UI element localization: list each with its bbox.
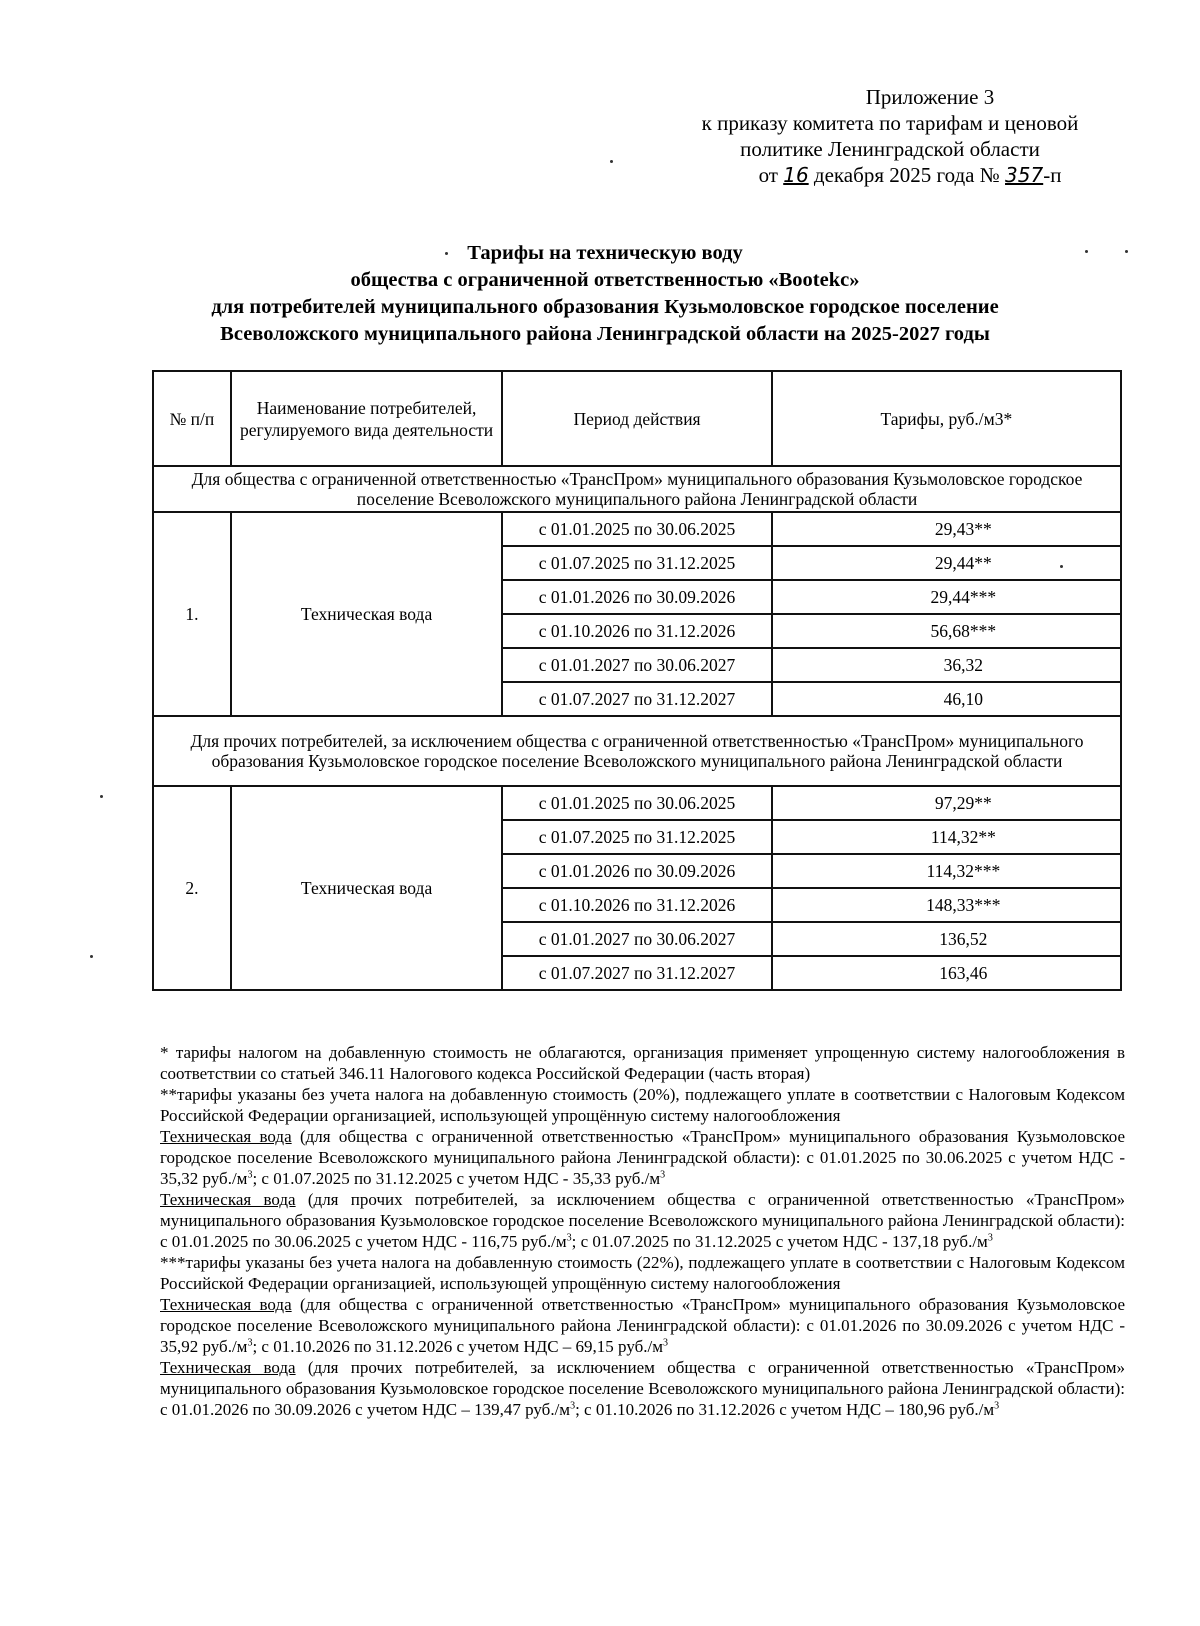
scan-speck bbox=[610, 160, 613, 163]
scan-speck bbox=[90, 955, 93, 958]
footnote-text: (для общества с ограниченной ответственностью «ТрансПром» муниципального образования Кузьмоловское городское поселение Всеволожского муниципального района Ленинградской области): с 01.01.2026 по 30.09.2026 с учетом НДС - 35,92 руб./м bbox=[160, 1295, 1125, 1356]
header-num: № п/п bbox=[153, 371, 231, 466]
tariff-cell: 148,33*** bbox=[772, 888, 1121, 922]
tv-label: Техническая вода bbox=[160, 1190, 296, 1209]
superscript: 3 bbox=[566, 1232, 572, 1244]
period-cell: с 01.10.2026 по 31.12.2026 bbox=[502, 614, 771, 648]
footnote-text: ; с 01.10.2026 по 31.12.2026 с учетом НДС – 180,96 руб./м bbox=[575, 1400, 995, 1419]
section-2-label: Для прочих потребителей, за исключением общества с ограниченной ответственностью «ТрансПром» муниципального образования Кузьмоловское городское поселение Всеволожского муниципального района Ленинградской области bbox=[153, 716, 1121, 786]
period-cell: с 01.01.2026 по 30.09.2026 bbox=[502, 854, 771, 888]
tariff-cell: 56,68*** bbox=[772, 614, 1121, 648]
footnote-2a bbox=[160, 1126, 1125, 1189]
section-row-1 bbox=[153, 466, 1121, 512]
period-cell: с 01.01.2027 по 30.06.2027 bbox=[502, 922, 771, 956]
footnote-3b bbox=[160, 1357, 1125, 1420]
header-period: Период действия bbox=[502, 371, 771, 466]
number-suffix: -п bbox=[1043, 163, 1062, 187]
footnote-1: * тарифы налогом на добавленную стоимость не облагаются, организация применяет упрощенную систему налогообложения в соответствии со статьей 346.11 Налогового кодекса Российской Федерации (часть вторая) bbox=[160, 1043, 1125, 1083]
date-mid: декабря 2025 года № bbox=[813, 163, 1000, 187]
superscript: 3 bbox=[987, 1232, 993, 1244]
superscript: 3 bbox=[662, 1337, 668, 1349]
footnote-text: (для общества с ограниченной ответственностью «ТрансПром» муниципального образования Кузьмоловское городское поселение Всеволожского муниципального района Ленинградской области): с 01.01.2025 по 30.06.2025 с учетом НДС - 35,32 руб./м bbox=[160, 1127, 1125, 1188]
superscript: 3 bbox=[660, 1169, 666, 1181]
title-line2: общества с ограниченной ответственностью «Вootekc» bbox=[350, 269, 860, 291]
tariff-cell: 29,44*** bbox=[772, 580, 1121, 614]
superscript: 3 bbox=[247, 1169, 253, 1181]
period-cell: с 01.07.2027 по 31.12.2027 bbox=[502, 956, 771, 990]
period-cell: с 01.01.2025 по 30.06.2025 bbox=[502, 786, 771, 820]
footnote-3a bbox=[160, 1294, 1125, 1357]
group1-num: 1. bbox=[153, 512, 231, 716]
tariff-cell: 36,32 bbox=[772, 648, 1121, 682]
footnote-text: ; с 01.07.2025 по 31.12.2025 с учетом НДС - 137,18 руб./м bbox=[571, 1232, 988, 1251]
section-1-label: Для общества с ограниченной ответственностью «ТрансПром» муниципального образования Кузьмоловское городское поселение Всеволожского муниципального района Ленинградской области bbox=[153, 466, 1121, 512]
scan-speck bbox=[1085, 250, 1088, 253]
period-cell: с 01.10.2026 по 31.12.2026 bbox=[502, 888, 771, 922]
superscript: 3 bbox=[570, 1400, 576, 1412]
section-row-2 bbox=[153, 716, 1121, 786]
footnotes bbox=[160, 1042, 1125, 1420]
footnote-3: ***тарифы указаны без учета налога на добавленную стоимость (22%), подлежащего уплате в соответствии с Налоговым Кодексом Российской Федерации организацией, использующей упрощённую систему налогообложения bbox=[160, 1253, 1125, 1293]
tariff-cell: 114,32** bbox=[772, 820, 1121, 854]
tariff-cell: 114,32*** bbox=[772, 854, 1121, 888]
tv-label: Техническая вода bbox=[160, 1127, 292, 1146]
period-cell: с 01.07.2025 по 31.12.2025 bbox=[502, 820, 771, 854]
appendix-line2: к приказу комитета по тарифам и ценовой bbox=[701, 111, 1079, 135]
footnote-text: (для прочих потребителей, за исключением общества с ограниченной ответственностью «ТрансПром» муниципального образования Кузьмоловское городское поселение Всеволожского муниципального района Ленинградской области): с 01.01.2026 по 30.09.2026 с учетом НДС – 139,47 руб./м bbox=[160, 1358, 1125, 1419]
header-name: Наименование потребителей, регулируемого вида деятельности bbox=[231, 371, 503, 466]
header-tariff: Тарифы, руб./м3* bbox=[772, 371, 1121, 466]
group2-name: Техническая вода bbox=[231, 786, 503, 990]
table-row bbox=[153, 786, 1121, 820]
table-row bbox=[153, 512, 1121, 546]
scan-speck bbox=[1125, 250, 1128, 253]
tariff-table bbox=[152, 370, 1122, 991]
group1-name: Техническая вода bbox=[231, 512, 503, 716]
period-cell: с 01.01.2026 по 30.09.2026 bbox=[502, 580, 771, 614]
tariff-cell: 29,43** bbox=[772, 512, 1121, 546]
tariff-cell: 46,10 bbox=[772, 682, 1121, 716]
appendix-title: Приложение 3 bbox=[865, 85, 995, 109]
footnote-text: (для прочих потребителей, за исключением общества с ограниченной ответственностью «ТрансПром» муниципального образования Кузьмоловское городское поселение Всеволожского муниципального района Ленинградской области): с 01.01.2025 по 30.06.2025 с учетом НДС - 116,75 руб./м bbox=[160, 1190, 1125, 1251]
period-cell: с 01.01.2027 по 30.06.2027 bbox=[502, 648, 771, 682]
title-line1: Тарифы на техническую воду bbox=[467, 242, 743, 264]
footnote-2b bbox=[160, 1189, 1125, 1252]
superscript: 3 bbox=[247, 1337, 253, 1349]
tv-label: Техническая вода bbox=[160, 1295, 292, 1314]
tariff-cell: 136,52 bbox=[772, 922, 1121, 956]
appendix-header bbox=[640, 84, 1140, 188]
tariff-cell: 163,46 bbox=[772, 956, 1121, 990]
footnote-text: ; с 01.10.2026 по 31.12.2026 с учетом НДС – 69,15 руб./м bbox=[252, 1337, 663, 1356]
period-cell: с 01.01.2025 по 30.06.2025 bbox=[502, 512, 771, 546]
document-title bbox=[140, 240, 1070, 348]
scan-speck bbox=[445, 252, 448, 255]
scan-speck bbox=[100, 795, 103, 798]
period-cell: с 01.07.2025 по 31.12.2025 bbox=[502, 546, 771, 580]
handwritten-number: 357 bbox=[1005, 163, 1044, 187]
tariff-cell: 97,29** bbox=[772, 786, 1121, 820]
scan-speck bbox=[1060, 565, 1063, 568]
footnote-text: ; с 01.07.2025 по 31.12.2025 с учетом НДС - 35,33 руб./м bbox=[252, 1169, 661, 1188]
table-header-row bbox=[153, 371, 1121, 466]
group2-num: 2. bbox=[153, 786, 231, 990]
superscript: 3 bbox=[994, 1400, 1000, 1412]
title-line3: для потребителей муниципального образования Кузьмоловское городское поселение bbox=[211, 296, 999, 318]
appendix-date-line bbox=[640, 162, 1140, 188]
tariff-cell: 29,44** bbox=[772, 546, 1121, 580]
handwritten-day: 16 bbox=[783, 163, 809, 187]
date-prefix: от bbox=[758, 163, 778, 187]
appendix-line3: политике Ленинградской области bbox=[740, 137, 1040, 161]
footnote-2: **тарифы указаны без учета налога на добавленную стоимость (20%), подлежащего уплате в соответствии с Налоговым Кодексом Российской Федерации организацией, использующей упрощённую систему налогообложения bbox=[160, 1085, 1125, 1125]
tv-label: Техническая вода bbox=[160, 1358, 296, 1377]
title-line4: Всеволожского муниципального района Ленинградской области на 2025-2027 годы bbox=[220, 323, 990, 345]
period-cell: с 01.07.2027 по 31.12.2027 bbox=[502, 682, 771, 716]
